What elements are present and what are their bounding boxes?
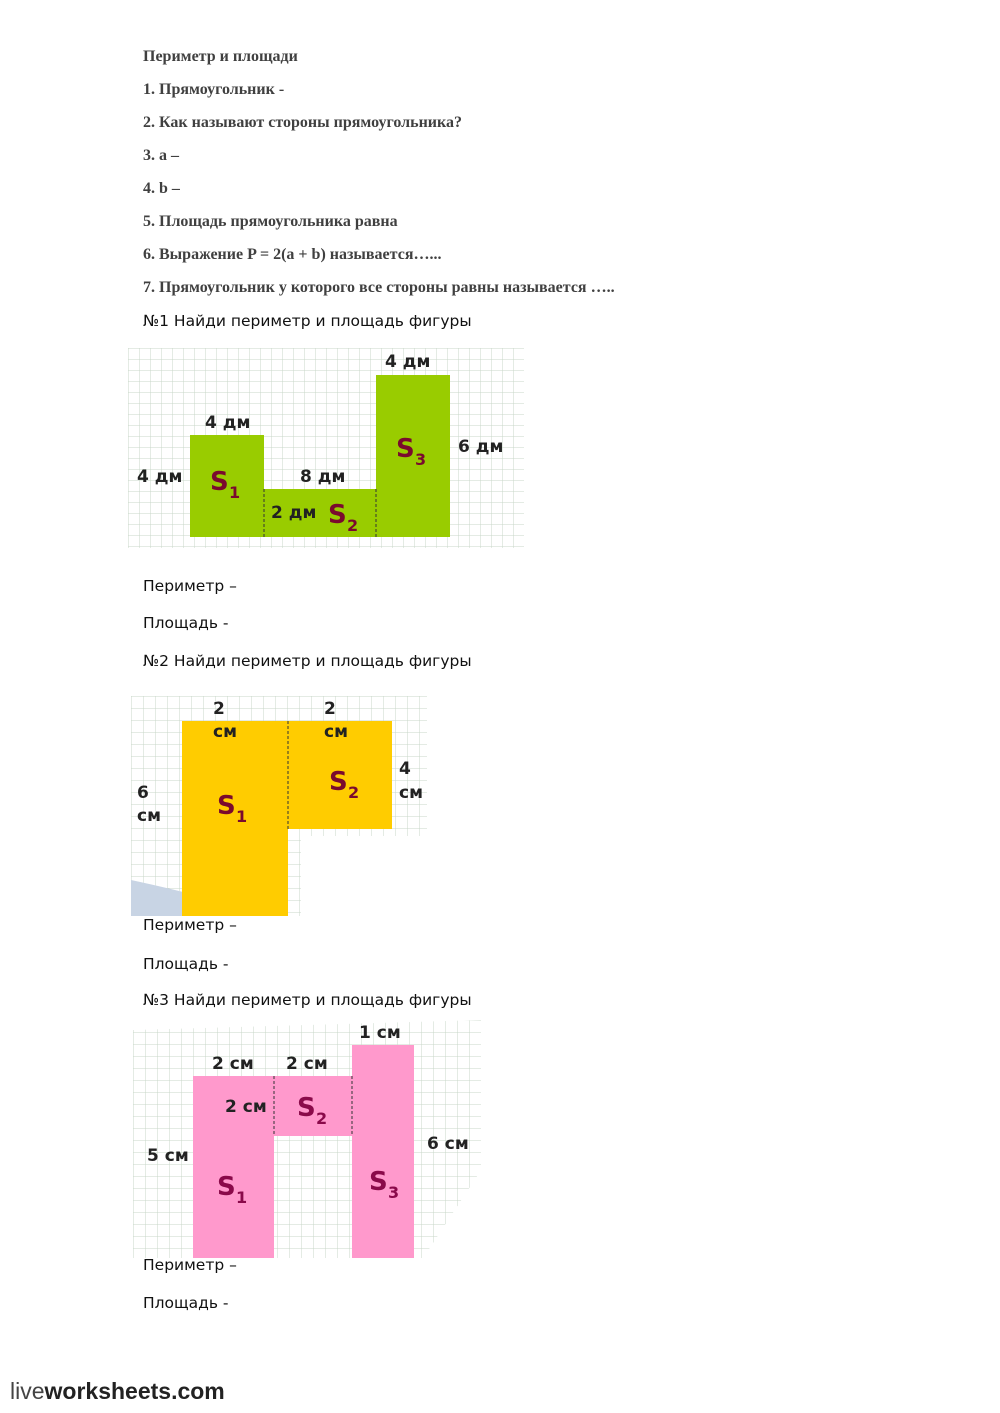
question-4: 4. b – [143,180,180,197]
label-left-s1: 5 см [147,1146,189,1166]
task-3-heading: №3 Найди периметр и площадь фигуры [143,991,472,1009]
figure-2 [131,696,427,916]
svg-text:2: 2 [347,516,359,535]
question-1: 1. Прямоугольник - [143,81,285,98]
label-top-s2: 2 см [286,1054,328,1074]
label-top-s1: 4 дм [205,413,251,433]
svg-text:S: S [396,434,415,464]
figure-1 [128,348,524,548]
label-right-s2-unit: см [399,783,423,803]
svg-text:S: S [210,467,229,497]
label-top-s1-unit: см [213,722,237,742]
svg-text:2: 2 [316,1109,328,1128]
svg-text:S: S [328,500,347,530]
worksheet-title: Периметр и площади [143,48,298,65]
svg-text:S: S [369,1167,388,1197]
label-right-s3: 6 дм [458,437,504,457]
question-6: 6. Выражение P = 2(a + b) называется…... [143,246,442,263]
label-right-s2-value: 4 [399,759,411,779]
liveworksheets-logo[interactable]: liveworksheets.com [10,1378,225,1404]
svg-text:1: 1 [236,1188,248,1207]
task-3-area: Площадь - [143,1294,229,1312]
question-5: 5. Площадь прямоугольника равна [143,213,398,230]
svg-text:1: 1 [236,807,248,826]
task-1-heading: №1 Найди периметр и площадь фигуры [143,312,472,330]
label-left-s2: 2 см [225,1097,267,1117]
svg-text:S: S [297,1093,316,1123]
label-left-s1: 4 дм [137,467,183,487]
label-left-s2: 2 дм [271,503,317,523]
label-left-s1-unit: см [137,806,161,826]
svg-text:S: S [329,767,348,797]
task-1-perimeter: Периметр – [143,577,237,595]
task-2-area: Площадь - [143,955,229,973]
svg-text:3: 3 [388,1183,400,1202]
label-right-s3: 6 см [427,1134,469,1154]
task-2-perimeter: Периметр – [143,916,237,934]
question-3: 3. a – [143,147,179,164]
task-1-area: Площадь - [143,614,229,632]
label-top-s1-value: 2 [213,699,225,719]
label-top-s3: 4 дм [385,352,431,372]
label-top-s2: 8 дм [300,467,346,487]
shape-s3 [352,1045,414,1258]
svg-text:S: S [217,1172,236,1202]
label-left-s1-value: 6 [137,783,149,803]
label-top-s2-value: 2 [324,699,336,719]
label-top-s2-unit: см [324,722,348,742]
task-3-perimeter: Периметр – [143,1256,237,1274]
task-2-heading: №2 Найди периметр и площадь фигуры [143,652,472,670]
question-7: 7. Прямоугольник у которого все стороны равны называется ….. [143,279,615,296]
question-2: 2. Как называют стороны прямоугольника? [143,114,462,131]
label-top-s1: 2 см [212,1054,254,1074]
svg-text:S: S [217,791,236,821]
svg-text:3: 3 [415,450,427,469]
svg-text:2: 2 [348,783,360,802]
figure-3 [133,1020,481,1258]
label-top-s3: 1 см [359,1023,401,1043]
svg-text:1: 1 [229,483,241,502]
